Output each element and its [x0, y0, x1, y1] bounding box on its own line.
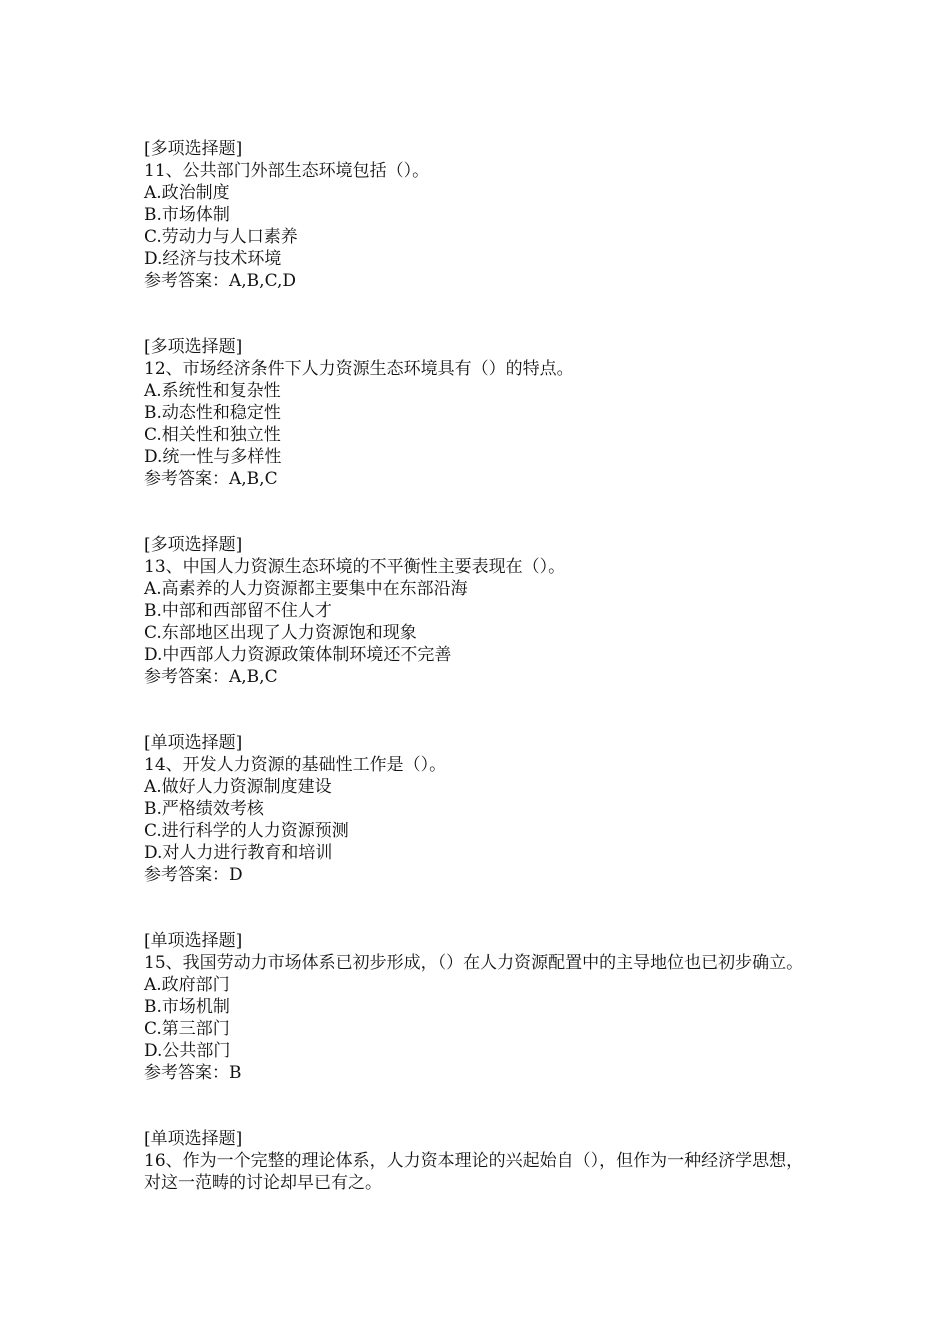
reference-answer: 参考答案：A,B,C [144, 469, 278, 489]
question-type: [多项选择题] [144, 535, 243, 555]
question-type: [单项选择题] [144, 1129, 243, 1149]
question-16 [144, 1128, 804, 1194]
option-b: B.市场机制 [144, 997, 230, 1017]
option-c: C.相关性和独立性 [144, 425, 281, 445]
option-d: D.中西部人力资源政策体制环境还不完善 [144, 645, 452, 665]
question-13 [144, 534, 804, 688]
option-d: D.统一性与多样性 [144, 447, 282, 467]
question-type: [单项选择题] [144, 733, 243, 753]
question-type: [多项选择题] [144, 139, 243, 159]
option-c: C.劳动力与人口素养 [144, 227, 298, 247]
question-stem: 11、公共部门外部生态环境包括（）。 [144, 161, 430, 181]
option-a: A.高素养的人力资源都主要集中在东部沿海 [144, 579, 468, 599]
option-a: A.系统性和复杂性 [144, 381, 281, 401]
reference-answer: 参考答案：B [144, 1063, 242, 1083]
option-b: B.严格绩效考核 [144, 799, 264, 819]
question-stem: 14、开发人力资源的基础性工作是（）。 [144, 755, 447, 775]
document-page [144, 138, 804, 1238]
option-a: A.政治制度 [144, 183, 230, 203]
option-c: C.第三部门 [144, 1019, 230, 1039]
option-b: B.动态性和稳定性 [144, 403, 281, 423]
option-b: B.中部和西部留不住人才 [144, 601, 332, 621]
option-b: B.市场体制 [144, 205, 230, 225]
question-stem: 12、市场经济条件下人力资源生态环境具有（）的特点。 [144, 359, 574, 379]
option-d: D.对人力进行教育和培训 [144, 843, 333, 863]
option-d: D.公共部门 [144, 1041, 231, 1061]
question-stem: 16、作为一个完整的理论体系，人力资本理论的兴起始自（），但作为一种经济学思想，对这一范畴的讨论却早已有之。 [144, 1151, 804, 1193]
reference-answer: 参考答案：A,B,C,D [144, 271, 297, 291]
option-d: D.经济与技术环境 [144, 249, 282, 269]
question-type: [单项选择题] [144, 931, 243, 951]
option-a: A.政府部门 [144, 975, 230, 995]
question-stem: 15、我国劳动力市场体系已初步形成，（）在人力资源配置中的主导地位也已初步确立。 [144, 953, 804, 973]
option-c: C.进行科学的人力资源预测 [144, 821, 349, 841]
option-c: C.东部地区出现了人力资源饱和现象 [144, 623, 417, 643]
question-11 [144, 138, 804, 292]
reference-answer: 参考答案：D [144, 865, 243, 885]
reference-answer: 参考答案：A,B,C [144, 667, 278, 687]
option-a: A.做好人力资源制度建设 [144, 777, 332, 797]
question-stem: 13、中国人力资源生态环境的不平衡性主要表现在（）。 [144, 557, 566, 577]
question-12 [144, 336, 804, 490]
question-14 [144, 732, 804, 886]
question-15 [144, 930, 804, 1084]
question-type: [多项选择题] [144, 337, 243, 357]
